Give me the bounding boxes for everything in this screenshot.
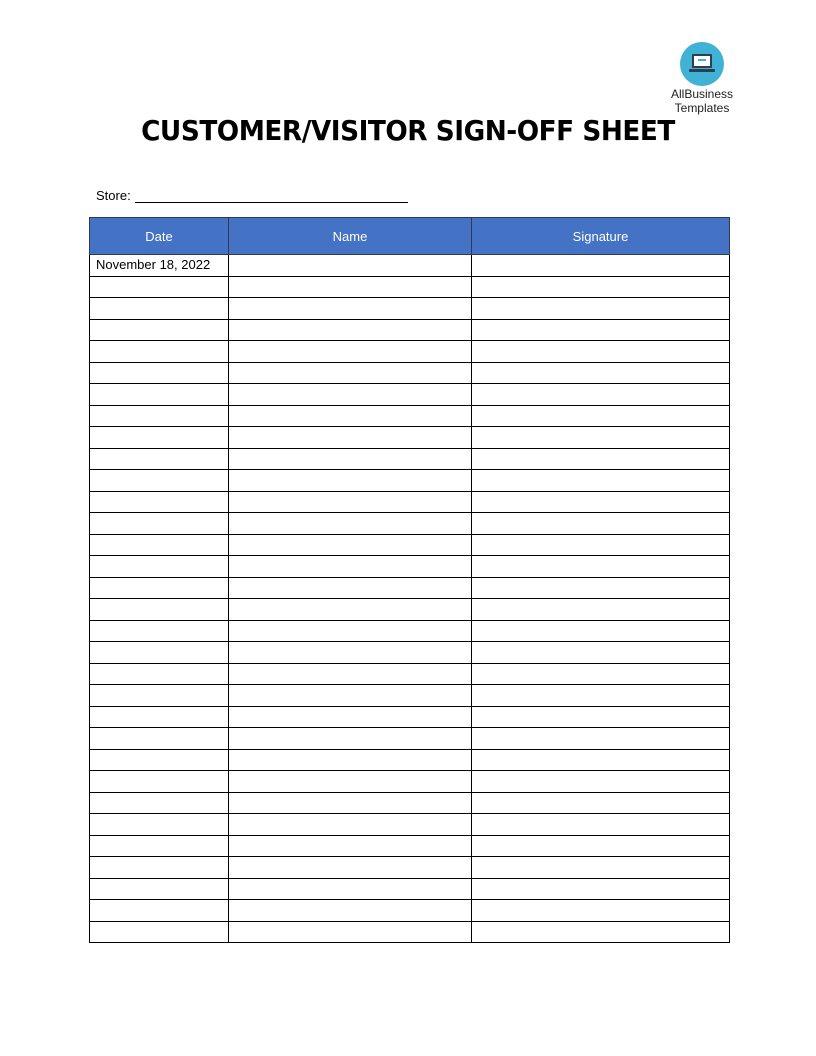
table-row bbox=[90, 706, 730, 728]
signature-cell[interactable] bbox=[472, 341, 730, 363]
signature-cell[interactable] bbox=[472, 255, 730, 277]
signature-cell[interactable] bbox=[472, 577, 730, 599]
date-cell[interactable] bbox=[90, 405, 229, 427]
table-row bbox=[90, 405, 730, 427]
signature-cell[interactable] bbox=[472, 556, 730, 578]
signature-cell[interactable] bbox=[472, 599, 730, 621]
signature-cell[interactable] bbox=[472, 642, 730, 664]
signature-cell[interactable] bbox=[472, 771, 730, 793]
table-row bbox=[90, 835, 730, 857]
name-cell[interactable] bbox=[229, 534, 472, 556]
store-field bbox=[96, 188, 408, 203]
table-row bbox=[90, 921, 730, 943]
name-cell[interactable] bbox=[229, 341, 472, 363]
table-row bbox=[90, 857, 730, 879]
date-cell[interactable] bbox=[90, 706, 229, 728]
signature-cell[interactable] bbox=[472, 427, 730, 449]
date-cell[interactable] bbox=[90, 470, 229, 492]
table-row bbox=[90, 470, 730, 492]
date-cell[interactable] bbox=[90, 642, 229, 664]
signature-cell[interactable] bbox=[472, 749, 730, 771]
date-cell[interactable] bbox=[90, 491, 229, 513]
column-header-name: Name bbox=[229, 218, 472, 255]
name-cell[interactable] bbox=[229, 577, 472, 599]
signature-cell[interactable] bbox=[472, 362, 730, 384]
signature-cell[interactable] bbox=[472, 513, 730, 535]
table-row bbox=[90, 255, 730, 277]
table-row bbox=[90, 878, 730, 900]
laptop-icon bbox=[680, 42, 724, 86]
table-row bbox=[90, 792, 730, 814]
name-cell[interactable] bbox=[229, 749, 472, 771]
name-cell[interactable] bbox=[229, 728, 472, 750]
name-cell[interactable] bbox=[229, 491, 472, 513]
name-cell[interactable] bbox=[229, 900, 472, 922]
date-cell[interactable] bbox=[90, 298, 229, 320]
name-cell[interactable] bbox=[229, 319, 472, 341]
name-cell[interactable] bbox=[229, 921, 472, 943]
date-cell[interactable] bbox=[90, 620, 229, 642]
name-cell[interactable] bbox=[229, 685, 472, 707]
table-row bbox=[90, 448, 730, 470]
signature-cell[interactable] bbox=[472, 921, 730, 943]
brand-logo bbox=[664, 42, 740, 114]
signature-cell[interactable] bbox=[472, 857, 730, 879]
table-row bbox=[90, 298, 730, 320]
table-row bbox=[90, 362, 730, 384]
name-cell[interactable] bbox=[229, 814, 472, 836]
column-header-date: Date bbox=[90, 218, 229, 255]
signature-cell[interactable] bbox=[472, 878, 730, 900]
date-cell[interactable]: November 18, 2022 bbox=[90, 255, 229, 277]
table-row bbox=[90, 341, 730, 363]
date-cell[interactable] bbox=[90, 599, 229, 621]
table-row bbox=[90, 728, 730, 750]
name-cell[interactable] bbox=[229, 448, 472, 470]
table-row bbox=[90, 749, 730, 771]
signature-cell[interactable] bbox=[472, 792, 730, 814]
table-row bbox=[90, 384, 730, 406]
signature-cell[interactable] bbox=[472, 405, 730, 427]
date-cell[interactable] bbox=[90, 577, 229, 599]
name-cell[interactable] bbox=[229, 620, 472, 642]
signature-cell[interactable] bbox=[472, 900, 730, 922]
date-cell[interactable] bbox=[90, 749, 229, 771]
table-row bbox=[90, 534, 730, 556]
date-cell[interactable] bbox=[90, 771, 229, 793]
name-cell[interactable] bbox=[229, 878, 472, 900]
name-cell[interactable] bbox=[229, 642, 472, 664]
table-row bbox=[90, 663, 730, 685]
name-cell[interactable] bbox=[229, 427, 472, 449]
table-body bbox=[90, 255, 730, 943]
date-cell[interactable] bbox=[90, 534, 229, 556]
date-cell[interactable] bbox=[90, 921, 229, 943]
name-cell[interactable] bbox=[229, 513, 472, 535]
name-cell[interactable] bbox=[229, 771, 472, 793]
signature-cell[interactable] bbox=[472, 384, 730, 406]
table-row bbox=[90, 620, 730, 642]
name-cell[interactable] bbox=[229, 362, 472, 384]
table-row bbox=[90, 685, 730, 707]
signature-cell[interactable] bbox=[472, 319, 730, 341]
table-row bbox=[90, 427, 730, 449]
date-cell[interactable] bbox=[90, 685, 229, 707]
date-cell[interactable] bbox=[90, 835, 229, 857]
date-cell[interactable] bbox=[90, 362, 229, 384]
name-cell[interactable] bbox=[229, 792, 472, 814]
name-cell[interactable] bbox=[229, 706, 472, 728]
signature-cell[interactable] bbox=[472, 491, 730, 513]
signature-cell[interactable] bbox=[472, 470, 730, 492]
name-cell[interactable] bbox=[229, 384, 472, 406]
table-row bbox=[90, 599, 730, 621]
name-cell[interactable] bbox=[229, 255, 472, 277]
name-cell[interactable] bbox=[229, 276, 472, 298]
date-cell[interactable] bbox=[90, 814, 229, 836]
name-cell[interactable] bbox=[229, 556, 472, 578]
date-cell[interactable] bbox=[90, 427, 229, 449]
brand-name-line1: AllBusiness bbox=[670, 87, 734, 101]
date-cell[interactable] bbox=[90, 448, 229, 470]
signature-cell[interactable] bbox=[472, 298, 730, 320]
signature-cell[interactable] bbox=[472, 534, 730, 556]
date-cell[interactable] bbox=[90, 384, 229, 406]
store-label: Store: bbox=[96, 188, 131, 203]
signature-cell[interactable] bbox=[472, 620, 730, 642]
table-row bbox=[90, 577, 730, 599]
brand-name-line2: Templates bbox=[674, 101, 730, 115]
date-cell[interactable] bbox=[90, 792, 229, 814]
name-cell[interactable] bbox=[229, 470, 472, 492]
signature-cell[interactable] bbox=[472, 685, 730, 707]
name-cell[interactable] bbox=[229, 599, 472, 621]
table-row bbox=[90, 642, 730, 664]
date-cell[interactable] bbox=[90, 341, 229, 363]
signature-cell[interactable] bbox=[472, 663, 730, 685]
signature-cell[interactable] bbox=[472, 276, 730, 298]
page-title: CUSTOMER/VISITOR SIGN-OFF SHEET bbox=[141, 114, 675, 147]
signature-cell[interactable] bbox=[472, 728, 730, 750]
table-row bbox=[90, 771, 730, 793]
name-cell[interactable] bbox=[229, 298, 472, 320]
store-input-line[interactable] bbox=[135, 188, 408, 203]
table-row bbox=[90, 556, 730, 578]
name-cell[interactable] bbox=[229, 857, 472, 879]
date-cell[interactable] bbox=[90, 319, 229, 341]
date-cell[interactable] bbox=[90, 513, 229, 535]
table-row bbox=[90, 491, 730, 513]
date-cell[interactable] bbox=[90, 663, 229, 685]
table-header-row bbox=[90, 218, 730, 255]
name-cell[interactable] bbox=[229, 663, 472, 685]
name-cell[interactable] bbox=[229, 405, 472, 427]
column-header-signature: Signature bbox=[472, 218, 730, 255]
date-cell[interactable] bbox=[90, 276, 229, 298]
date-cell[interactable] bbox=[90, 857, 229, 879]
table-row bbox=[90, 513, 730, 535]
date-cell[interactable] bbox=[90, 878, 229, 900]
table-row bbox=[90, 276, 730, 298]
table-row bbox=[90, 900, 730, 922]
table-row bbox=[90, 814, 730, 836]
signature-cell[interactable] bbox=[472, 835, 730, 857]
signature-cell[interactable] bbox=[472, 814, 730, 836]
date-cell[interactable] bbox=[90, 900, 229, 922]
table-row bbox=[90, 319, 730, 341]
date-cell[interactable] bbox=[90, 556, 229, 578]
signature-cell[interactable] bbox=[472, 448, 730, 470]
sign-off-table bbox=[89, 217, 730, 943]
name-cell[interactable] bbox=[229, 835, 472, 857]
signature-cell[interactable] bbox=[472, 706, 730, 728]
date-cell[interactable] bbox=[90, 728, 229, 750]
